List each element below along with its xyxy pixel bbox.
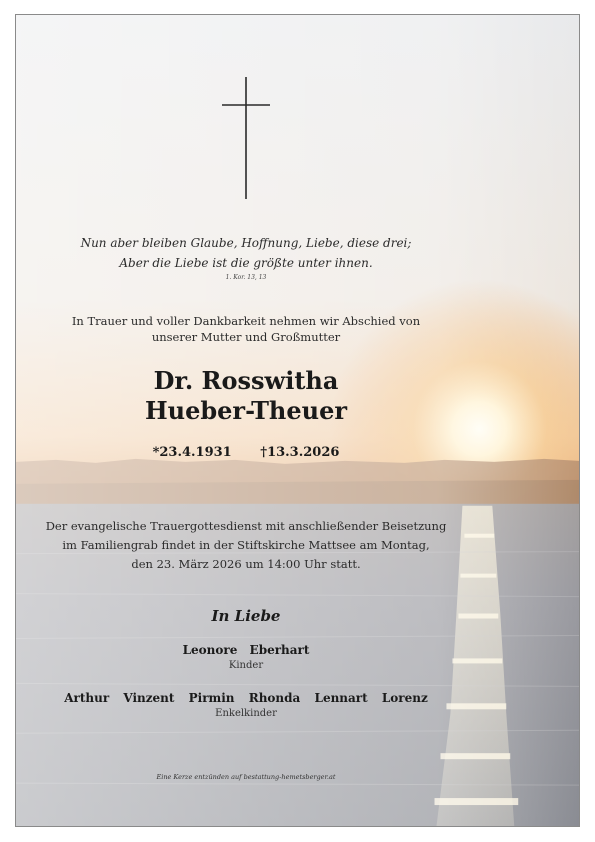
child-name: Leonore (182, 643, 238, 657)
quote-line-1: Nun aber bleiben Glaube, Hoffnung, Liebe, diese drei; (80, 236, 412, 250)
intro-text (16, 313, 476, 345)
closing-phrase: In Liebe (211, 607, 281, 625)
quote-line-2: Aber die Liebe ist die größte unter ihnen. (119, 256, 373, 270)
obituary-content (16, 15, 579, 826)
obituary-card (15, 14, 580, 827)
cross-icon (222, 77, 270, 199)
birth-date: *23.4.1931 (152, 445, 232, 460)
grandchild-name: Arthur (64, 691, 110, 705)
service-line-1: Der evangelische Trauergottesdienst mit anschließender Beisetzung (45, 519, 447, 533)
children-label: Kinder (228, 660, 264, 671)
grandchild-name: Lorenz (381, 691, 428, 705)
intro-line-1: In Trauer und voller Dankbarkeit nehmen wir Abschied von (71, 314, 421, 328)
grandchild-name: Pirmin (188, 691, 235, 705)
candle-link[interactable]: Eine Kerze entzünden auf bestattung-hemetsberger.at (156, 773, 336, 781)
service-line-3: den 23. März 2026 um 14:00 Uhr statt. (131, 557, 361, 571)
deceased-name-line-2: Hueber-Theuer (144, 396, 348, 425)
grandchildren-names (16, 691, 476, 705)
service-line-2: im Familiengrab findet in der Stiftskirche Mattsee am Montag, (62, 538, 430, 552)
grandchild-name: Vinzent (123, 691, 175, 705)
children-names (16, 643, 476, 657)
grandchild-name: Lennart (314, 691, 368, 705)
intro-line-2: unserer Mutter und Großmutter (151, 330, 341, 344)
life-dates (16, 445, 476, 460)
deceased-name-line-1: Dr. Rosswitha (153, 366, 339, 395)
grandchild-name: Rhonda (248, 691, 301, 705)
grandchildren-label: Enkelkinder (215, 708, 277, 719)
death-date: †13.3.2026 (260, 445, 340, 460)
child-name: Eberhart (249, 643, 310, 657)
bible-quote (16, 233, 476, 273)
service-announcement (16, 517, 476, 574)
quote-reference: 1. Kor. 13, 13 (225, 274, 267, 281)
